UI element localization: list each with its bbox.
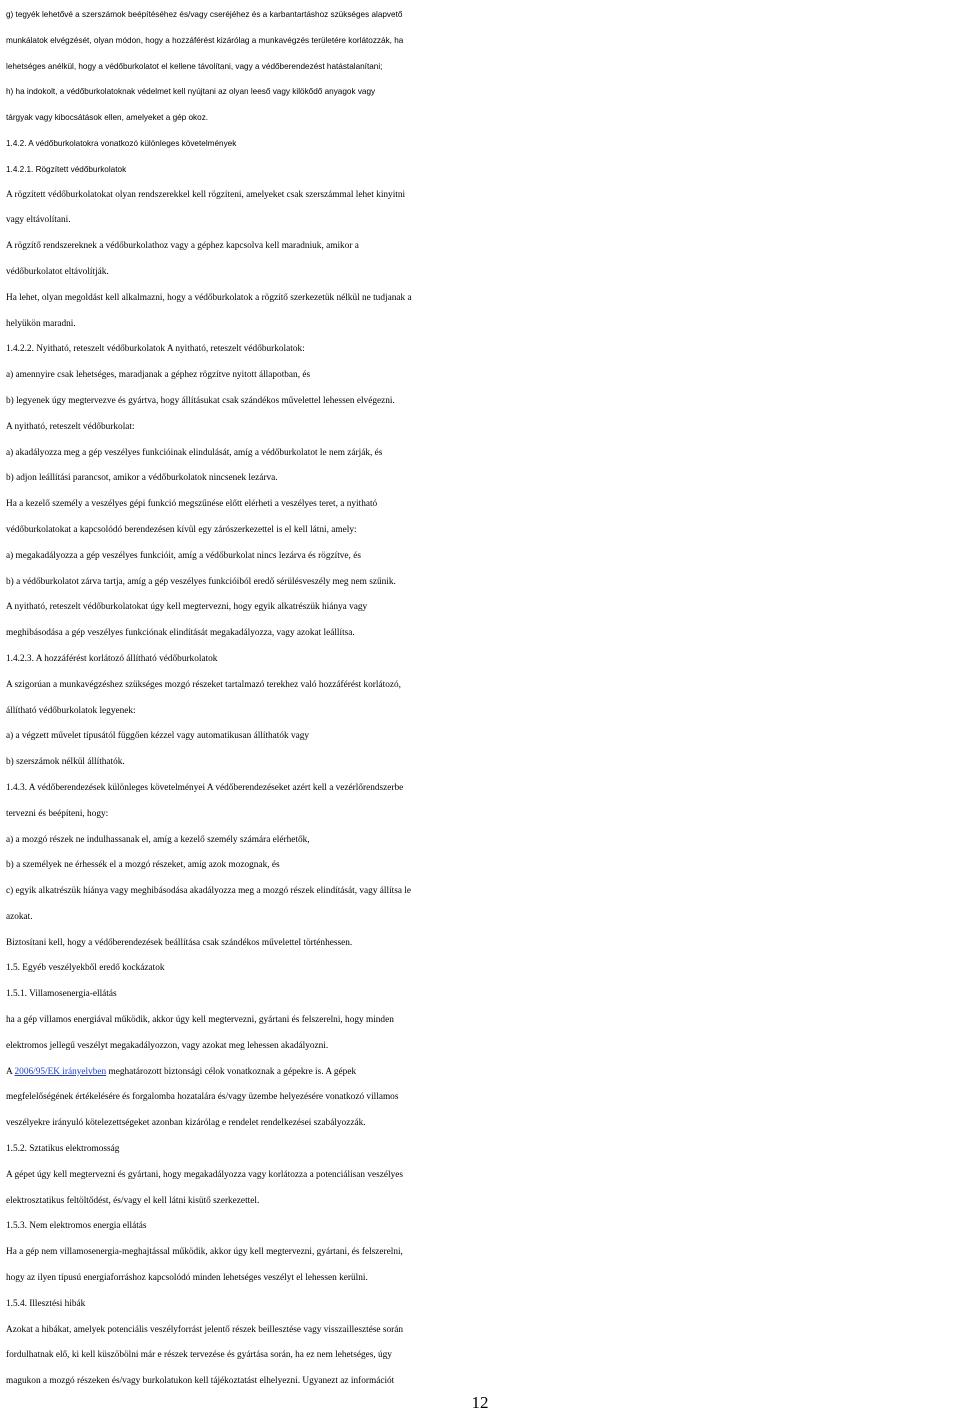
text-line: a) a mozgó részek ne indulhassanak el, amíg a kezelő személy számára elérhetők, [6, 834, 310, 845]
text-line: Ha a kezelő személy a veszélyes gépi funkció megszűnése előtt elérheti a veszélyes teret, a nyitható [6, 499, 378, 510]
section-heading: 1.5.2. Sztatikus elektromosság [6, 1144, 120, 1155]
text-line: a) a végzett művelet típusától függően kézzel vagy automatikusan állíthatók vagy [6, 731, 310, 742]
text-line: A rögzítő rendszereknek a védőburkolathoz vagy a géphez kapcsolva kell maradniuk, amikor a [6, 241, 359, 252]
text-line: helyükön maradni. [6, 318, 76, 329]
text-line: A nyitható, reteszelt védőburkolatokat úgy kell megtervezni, hogy egyik alkatrészük hiánya vagy [6, 602, 368, 613]
section-heading: 1.5. Egyéb veszélyekből eredő kockázatok [6, 963, 165, 974]
text-line: ha a gép villamos energiával működik, akkor úgy kell megtervezni, gyártani és felszerelni, hogy minden [6, 1015, 394, 1026]
text-line: Ha lehet, olyan megoldást kell alkalmazni, hogy a védőburkolatok a rögzítő szerkezetük nélkül ne tudjanak a [6, 292, 412, 303]
text-line: munkálatok elvégzését, olyan módon, hogy a hozzáférést kizárólag a munkavégzés területére korlátozzák, ha [6, 35, 404, 45]
section-heading: 1.4.3. A védőberendezések különleges követelményei A védőberendezéseket azért kell a vezérlőrendszerbe [6, 782, 404, 793]
section-heading: 1.5.3. Nem elektromos energia ellátás [6, 1221, 147, 1232]
text-line: megfelelőségének értékelésére és forgalomba hozatalára és/vagy üzembe helyezésére vonatkozó villamos [6, 1092, 399, 1103]
text-line: meghibásodása a gép veszélyes funkciónak elindítását megakadályozza, vagy azokat leállítsa. [6, 628, 355, 639]
text-line: b) legyenek úgy megtervezve és gyártva, hogy állításukat csak szándékos művelettel lehessen elvégezni. [6, 395, 395, 406]
section-heading: 1.4.2.2. Nyitható, reteszelt védőburkolatok A nyitható, reteszelt védőburkolatok: [6, 344, 305, 355]
text-line: tervezni és beépíteni, hogy: [6, 808, 109, 819]
text-line: A szigorúan a munkavégzéshez szükséges mozgó részeket tartalmazó terekhez való hozzáférést korlátozó, [6, 679, 401, 690]
text-line: a) akadályozza meg a gép veszélyes funkcióinak elindulását, amíg a védőburkolatot le nem zárják, és [6, 447, 383, 458]
text-line: A gépet úgy kell megtervezni és gyártani, hogy megakadályozza vagy korlátozza a potenciálisan veszélyes [6, 1169, 404, 1180]
text-line: magukon a mozgó részeken és/vagy burkolatukon kell tájékoztatást elhelyezni. Ugyanezt az információt [6, 1376, 395, 1387]
text-line: vagy eltávolítani. [6, 215, 71, 226]
text-line: A nyitható, reteszelt védőburkolat: [6, 421, 135, 432]
text-line: tárgyak vagy kibocsátások ellen, amelyeket a gép okoz. [6, 113, 209, 123]
section-heading: 1.4.2. A védőburkolatokra vonatkozó különleges követelmények [6, 138, 237, 148]
text-line: A rögzített védőburkolatokat olyan rendszerekkel kell rögzíteni, amelyeket csak szerszámmal lehet kinyitni [6, 189, 406, 200]
text-line: lehetséges anélkül, hogy a védőburkolatot el kellene távolítani, vagy a védőberendezést hatástalanítani; [6, 61, 383, 71]
text-line: fordulhatnak elő, ki kell küszöbölni már e részek tervezése és gyártása során, ha ez nem lehetséges, úgy [6, 1350, 392, 1361]
text-line: a) amennyire csak lehetséges, maradjanak a géphez rögzítve nyitott állapotban, és [6, 370, 311, 381]
text-line: hogy az ilyen típusú energiaforráshoz kapcsolódó minden lehetséges veszélyt el lehessen kerülni. [6, 1273, 368, 1284]
text-line: b) adjon leállítási parancsot, amikor a védőburkolatok nincsenek lezárva. [6, 473, 278, 484]
text-line: elektromos jellegű veszélyt megakadályozzon, vagy azokat meg lehessen akadályozni. [6, 1040, 329, 1051]
section-heading: 1.5.1. Villamosenergia-ellátás [6, 989, 117, 1000]
text-line: Ha a gép nem villamosenergia-meghajtással működik, akkor úgy kell megtervezni, gyártani, és felszerelni, [6, 1247, 403, 1258]
text-line: b) a személyek ne érhessék el a mozgó részeket, amíg azok mozognak, és [6, 860, 280, 871]
text-line: veszélyekre irányuló kötelezettségeket azonban kizárólag e rendelet rendelkezései szabályozzák. [6, 1118, 366, 1129]
text-line: c) egyik alkatrészük hiánya vagy meghibásodása akadályozza meg a mozgó részek elindítását, vagy állítsa le [6, 886, 412, 897]
document-body [6, 2, 958, 1395]
section-heading: 1.4.2.3. A hozzáférést korlátozó állítható védőburkolatok [6, 653, 218, 664]
text-line: a) megakadályozza a gép veszélyes funkcióit, amíg a védőburkolat nincs lezárva és rögzítve, és [6, 550, 361, 561]
section-heading: 1.4.2.1. Rögzített védőburkolatok [6, 164, 127, 174]
page-number: 12 [471, 1393, 489, 1412]
text-line: b) a védőburkolatot zárva tartja, amíg a gép veszélyes funkcióiból eredő sérülésveszély meg nem szűnik. [6, 576, 396, 587]
text-line-with-link [6, 1060, 958, 1086]
text-line: védőburkolatokat a kapcsolódó berendezésen kívül egy zárószerkezettel is el kell látni, amely: [6, 524, 357, 535]
text-line: Azokat a hibákat, amelyek potenciális veszélyforrást jelentő részek beillesztése vagy visszaillesztése során [6, 1324, 404, 1335]
text-line: g) tegyék lehetővé a szerszámok beépítéséhez és/vagy cseréjéhez és a karbantartáshoz szükséges alapvető [6, 10, 403, 19]
text-line: b) szerszámok nélkül állíthatók. [6, 757, 125, 768]
section-heading: 1.5.4. Illesztési hibák [6, 1298, 86, 1309]
link-prefix-text: A [6, 1066, 15, 1077]
link-suffix-text: meghatározott biztonsági célok vonatkoznak a gépekre is. A gépek [106, 1066, 357, 1077]
text-line: elektrosztatikus feltöltődést, és/vagy el kell látni kisütő szerkezettel. [6, 1195, 260, 1206]
directive-link[interactable]: 2006/95/EK irányelvben [14, 1066, 107, 1077]
text-line: Biztosítani kell, hogy a védőberendezések beállítása csak szándékos művelettel történhessen. [6, 937, 353, 948]
text-line: azokat. [6, 911, 33, 922]
text-line: védőburkolatot eltávolítják. [6, 266, 109, 277]
text-line: h) ha indokolt, a védőburkolatoknak védelmet kell nyújtani az olyan leeső vagy kilökődő anyagok vagy [6, 87, 376, 97]
text-line: állítható védőburkolatok legyenek: [6, 705, 136, 716]
